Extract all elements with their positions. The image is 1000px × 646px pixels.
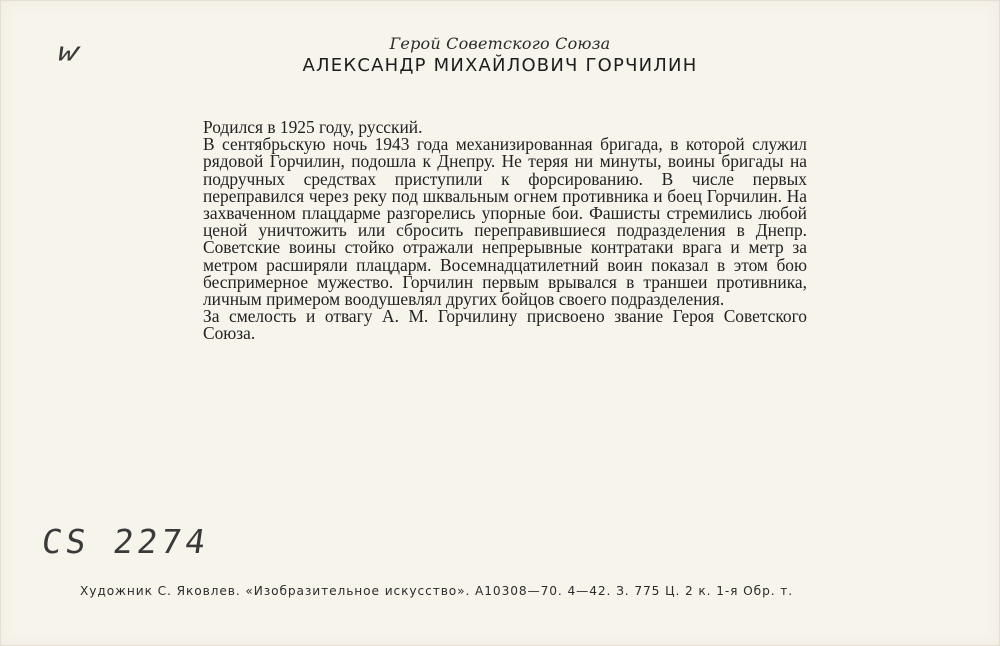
biography-text — [203, 119, 807, 343]
publisher-imprint: Художник С. Яковлев. «Изобразительное искусство». А10308—70. 4—42. З. 775 Ц. 2 к. 1-я Обр. т. — [80, 584, 794, 598]
paragraph-deed: В сентябрьскую ночь 1943 года механизированная бригада, в которой служил рядовой Горчилин, подошла к Днепру. Не теряя ни минуты, воины бригады на подручных средствах приступили к форсированию. В числе первых переправился через реку под шквальным огнем противника и боец Горчилин. На захваченном плацдарме разгорелись упорные бои. Фашисты стремились любой ценой уничтожить или сбросить переправившиеся подразделения в Днепр. Советские воины стойко отражали непрерывные контратаки врага и метр за метром расширяли плацдарм. Восемнадцатилетний воин показал в этом бою беспримерное мужество. Горчилин первым врывался в траншеи противника, личным примером воодушевлял других бойцов своего подразделения. — [203, 134, 807, 310]
paragraph-award: За смелость и отвагу А. М. Горчилину присвоено звание Героя Советского Союза. — [203, 306, 807, 344]
hero-name-title: АЛЕКСАНДР МИХАЙЛОВИЧ ГОРЧИЛИН — [302, 55, 698, 76]
paragraph-birth: Родился в 1925 году, русский. — [203, 117, 423, 137]
hero-subtitle: Герой Советского Союза — [389, 34, 611, 53]
handwritten-catalog-code: CS 2274 — [39, 522, 212, 561]
handwritten-mark: w — [55, 37, 82, 67]
